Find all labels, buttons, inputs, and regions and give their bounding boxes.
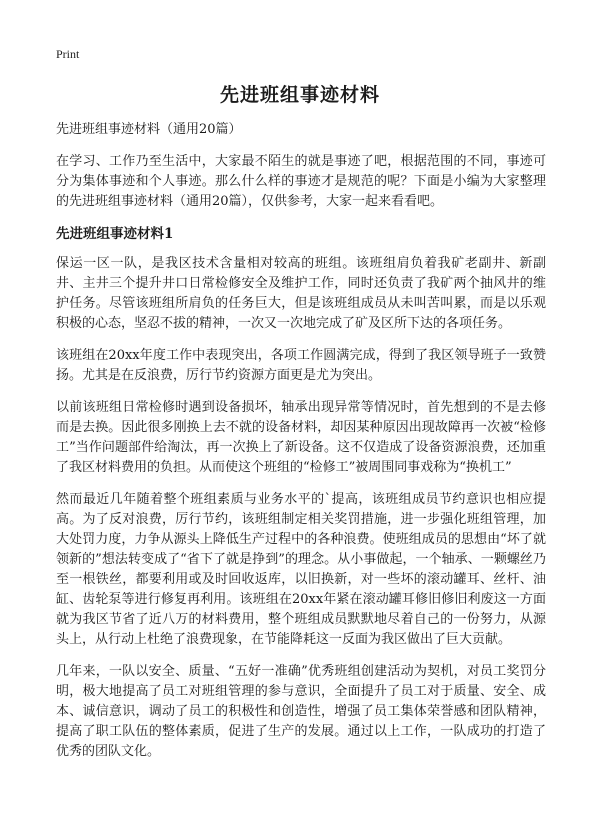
body-paragraph: 以前该班组日常检修时遇到设备损坏，轴承出现异常等情况时，首先想到的不是去修而是去换。因此很多刚换上去不就的设备材料，却因某种原因出现故障再一次被“检修工”当作问题部件给淘汰，再一次换上了新设备。这不仅造成了设备资源浪费，还加重了我区材料费用的负担。从而使这个班组的“检修工”被周围同事戏称为“换机工” (56, 400, 546, 475)
body-paragraph: 几年来，一队以安全、质量、“五好一准确”优秀班组创建活动为契机，对员工奖罚分明，极大地提高了员工对班组管理的参与意识，全面提升了员工对于质量、安全、成本、诚信意识，调动了员工的积极性和创造性，增强了员工集体荣誉感和团队精神，提高了职工队伍的整体素质，促进了生产的发展。通过以上工作，一队成功的打造了优秀的团队文化。 (56, 664, 546, 759)
body-paragraph: 保运一区一队，是我区技术含量相对较高的班组。该班组肩负着我矿老副井、新副井、主井三个提升井口日常检修安全及维护工作，同时还负责了我矿两个抽风井的维护任务。尽管该班组所肩负的任务巨大，但是该班组成员从未叫苦叫累，而是以乐观积极的心态，坚忍不拔的精神，一次又一次地完成了矿及区所下达的各项任务。 (56, 256, 546, 331)
page-title: 先进班组事迹材料 (219, 84, 380, 106)
section-heading: 先进班组事迹材料1 (56, 226, 174, 242)
intro-paragraph: 在学习、工作乃至生活中，大家最不陌生的就是事迹了吧，根据范围的不同，事迹可分为集体事迹和个人事迹。那么什么样的事迹才是规范的呢？下面是小编为大家整理的先进班组事迹材料（通用20篇），仅供参考，大家一起来看看吧。 (56, 154, 546, 209)
print-label[interactable]: Print (56, 47, 80, 61)
subtitle: 先进班组事迹材料（通用20篇） (56, 122, 242, 137)
body-paragraph: 该班组在20xx年度工作中表现突出，各项工作圆满完成，得到了我区领导班子一致赞扬。尤其是在反浪费，厉行节约资源方面更是尤为突出。 (56, 348, 546, 383)
document-body (56, 120, 546, 774)
body-paragraph: 然而最近几年随着整个班组素质与业务水平的`提高，该班组成员节约意识也相应提高。为了反对浪费，厉行节约，该班组制定相关奖罚措施，进一步强化班组管理，加大处罚力度，力争从源头上降低生产过程中的各种浪费。使班组成员的思想由“坏了就领新的”想法转变成了“省下了就是挣到”的理念。从小事做起，一个轴承、一颗螺丝乃至一根铁丝，都要利用或及时回收返库，以旧换新，对一些坏的滚动罐耳、丝杆、油缸、齿轮泵等进行修复再利用。该班组在20xx年紧在滚动罐耳修旧修旧利废这一方面就为我区节省了近八万的材料费用，整个班组成员默默地尽着自己的一份努力，从源头上，从行动上杜绝了浪费现象，在节能降耗这一反面为我区做出了巨大贡献。 (56, 492, 546, 647)
